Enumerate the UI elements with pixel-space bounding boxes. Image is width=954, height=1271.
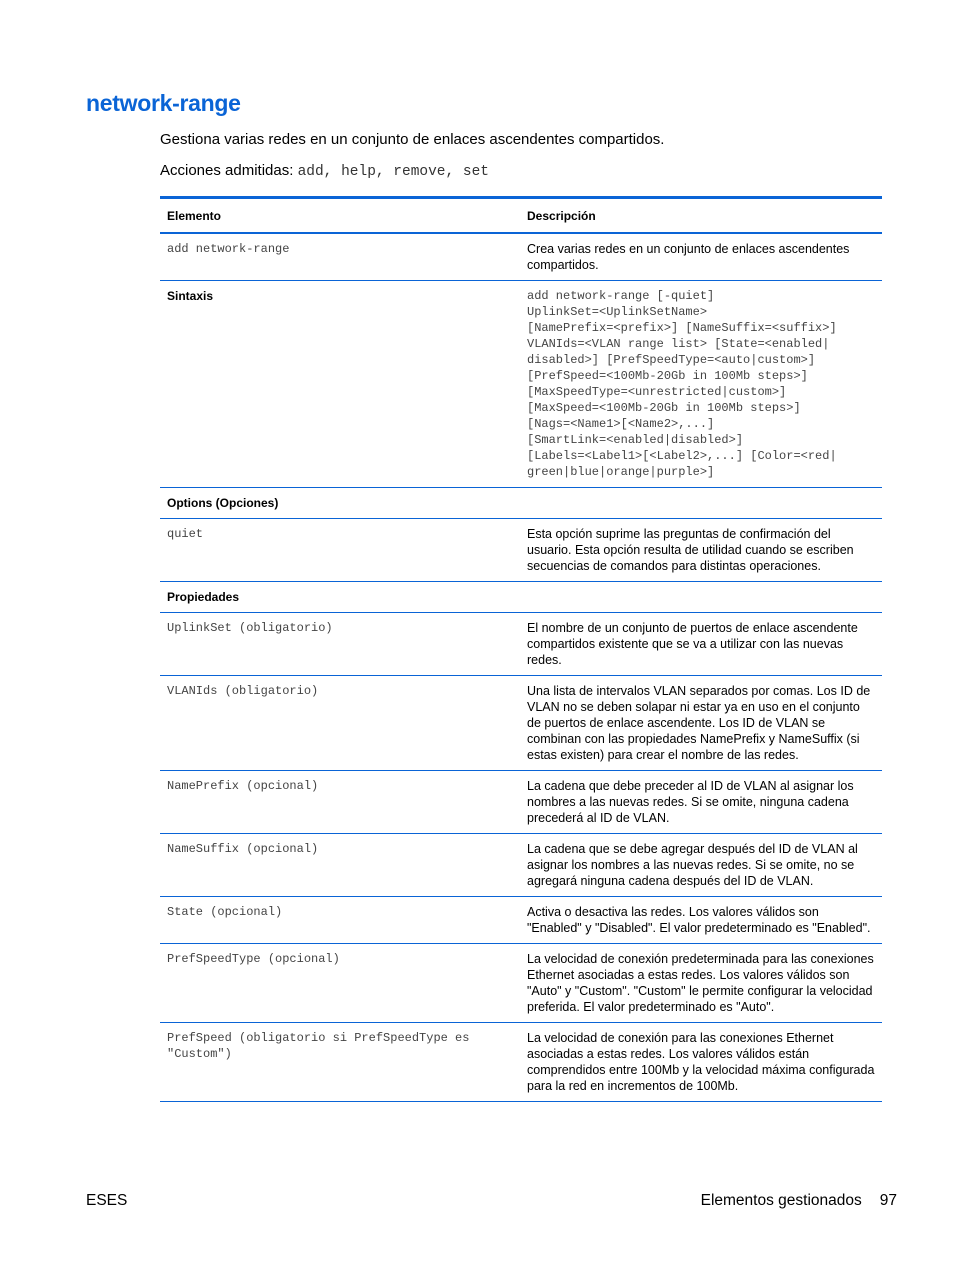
table-row xyxy=(160,897,882,944)
section-label: Options (Opciones) xyxy=(167,496,279,510)
footer-locale: ESES xyxy=(86,1192,128,1209)
row-description: La velocidad de conexión predeterminada para las conexiones Ethernet asociadas a estas redes. Los valores válidos son "Auto" y "Custom". "Custom" le permite configurar la velocidad preferida. El valor predeterminado es "Auto". xyxy=(527,952,874,1014)
table-row xyxy=(160,676,882,771)
actions-separator: : xyxy=(289,162,298,179)
table-row-syntax xyxy=(160,281,882,488)
table-row xyxy=(160,944,882,1023)
syntax-line: VLANIds=<VLAN range list> [State=<enabled| xyxy=(527,337,830,351)
table-row xyxy=(160,233,882,281)
table-section-row xyxy=(160,488,882,519)
footer-section-title: Elementos gestionados xyxy=(700,1192,862,1209)
row-element: State (opcional) xyxy=(167,905,283,919)
footer-section xyxy=(701,1192,897,1210)
section-label: Propiedades xyxy=(167,590,240,604)
table-row xyxy=(160,834,882,897)
syntax-line: disabled>] [PrefSpeedType=<auto|custom>] xyxy=(527,353,816,367)
table-section-row xyxy=(160,582,882,613)
supported-actions xyxy=(160,162,489,180)
syntax-line: green|blue|orange|purple>] xyxy=(527,465,715,479)
intro-text: Gestiona varias redes en un conjunto de enlaces ascendentes compartidos. xyxy=(160,131,665,148)
table-row xyxy=(160,1023,882,1102)
syntax-line: [MaxSpeedType=<unrestricted|custom>] xyxy=(527,385,787,399)
row-description: La velocidad de conexión para las conexiones Ethernet asociadas a estas redes. Los valores válidos están comprendidos entre 100Mb y la velocidad máxima configurada para la red en incrementos de 100Mb. xyxy=(527,1031,875,1093)
row-element: UplinkSet (obligatorio) xyxy=(167,621,333,635)
header-element: Elemento xyxy=(167,209,222,223)
table-row xyxy=(160,519,882,582)
table-row xyxy=(160,771,882,834)
actions-values: add, help, remove, set xyxy=(297,164,490,180)
row-element: NameSuffix (opcional) xyxy=(167,842,319,856)
syntax-line: [Labels=<Label1>[<Label2>,...] [Color=<red| xyxy=(527,449,837,463)
row-description: Activa o desactiva las redes. Los valores válidos son "Enabled" y "Disabled". El valor predeterminado es "Enabled". xyxy=(527,905,871,935)
row-description: La cadena que se debe agregar después del ID de VLAN al asignar los nombres a las nuevas redes. Si se omite, no se agregará ninguna cadena después del ID de VLAN. xyxy=(527,842,858,888)
network-range-table xyxy=(160,196,882,1102)
table-header-row xyxy=(160,198,882,234)
syntax-line: [SmartLink=<enabled|disabled>] xyxy=(527,433,744,447)
row-description: Crea varias redes en un conjunto de enlaces ascendentes compartidos. xyxy=(527,242,850,272)
row-element: VLANIds (obligatorio) xyxy=(167,684,319,698)
syntax-block xyxy=(520,281,882,488)
row-element: PrefSpeed (obligatorio si PrefSpeedType es "Custom") xyxy=(167,1031,470,1061)
row-element: quiet xyxy=(167,527,204,541)
table-row xyxy=(160,613,882,676)
syntax-line: [MaxSpeed=<100Mb-20Gb in 100Mb steps>] xyxy=(527,401,801,415)
row-element: Sintaxis xyxy=(167,289,214,303)
page-number: 97 xyxy=(879,1192,897,1209)
page-title: network-range xyxy=(86,90,241,116)
row-description: El nombre de un conjunto de puertos de enlace ascendente compartidos existente que se va a utilizar con las nuevas redes. xyxy=(527,621,858,667)
syntax-line: UplinkSet=<UplinkSetName> xyxy=(527,305,708,319)
row-element: add network-range xyxy=(167,242,290,256)
syntax-line: [NamePrefix=<prefix>] [NameSuffix=<suffix>] xyxy=(527,321,837,335)
actions-label: Acciones admitidas xyxy=(160,162,290,179)
row-description: La cadena que debe preceder al ID de VLAN al asignar los nombres a las nuevas redes. Si se omite, ninguna cadena precederá al ID de VLAN. xyxy=(527,779,854,825)
row-description: Una lista de intervalos VLAN separados por comas. Los ID de VLAN no se deben solapar ni estar ya en uso en el conjunto de puertos de enlace ascendente. Los ID de VLAN se combinan con las propiedades NamePrefix y NameSuffix (si estas existen) para crear el nombre de las redes. xyxy=(527,684,871,762)
syntax-line: add network-range [-quiet] xyxy=(527,289,715,303)
row-element: PrefSpeedType (opcional) xyxy=(167,952,340,966)
row-element: NamePrefix (opcional) xyxy=(167,779,319,793)
syntax-line: [PrefSpeed=<100Mb-20Gb in 100Mb steps>] xyxy=(527,369,808,383)
row-description: Esta opción suprime las preguntas de confirmación del usuario. Esta opción resulta de utilidad cuando se escriben secuencias de comandos para distintas operaciones. xyxy=(527,527,854,573)
syntax-line: [Nags=<Name1>[<Name2>,...] xyxy=(527,417,715,431)
header-description: Descripción xyxy=(527,209,596,223)
